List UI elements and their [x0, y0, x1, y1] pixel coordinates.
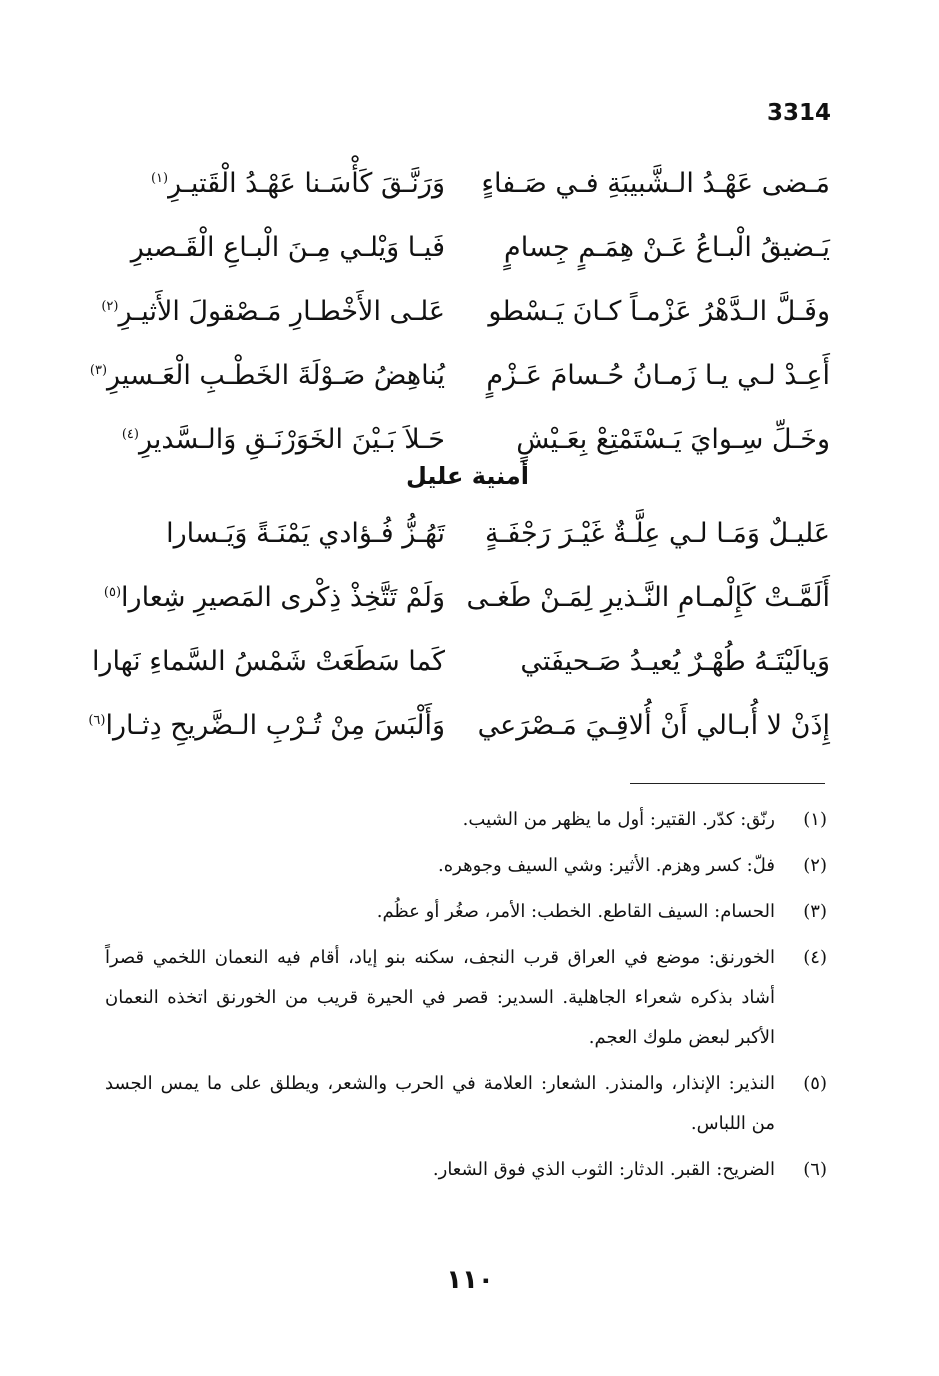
footnote-number: (٤)	[803, 947, 827, 968]
verse	[89, 344, 830, 408]
hemistich-text: حَـلاَ بَـيْنَ الخَوَرْنَـقِ وَالـسَّديرِ	[138, 424, 445, 456]
poem-heading: أمنية عليل	[406, 462, 529, 490]
verse	[105, 502, 830, 566]
verse	[105, 566, 830, 630]
footnote	[105, 1064, 827, 1144]
first-hemistich: إِذَنْ لا أُبـالي أَنْ أُلاقِـيَ مَـصْرَعي	[477, 710, 830, 742]
footnote	[105, 938, 827, 1058]
footnote-marker: (٤)	[121, 427, 139, 443]
hemistich-text: فَيـا وَيْلـي مِـنَ الْبـاعِ الْقَـصيرِ	[130, 232, 445, 264]
footnote-text: النذير: الإنذار، والمنذر. الشعار: العلامة في الحرب والشعر، ويطلق على ما يمس الجسد من اللباس.	[105, 1073, 775, 1134]
first-hemistich: وَيالَيْتَـهُ طُهْـرٌ يُعيـدُ صَـحيفَتي	[520, 646, 830, 678]
footnote-marker: (٦)	[88, 713, 106, 729]
second-hemistich	[89, 358, 445, 393]
second-hemistich	[105, 230, 445, 265]
footnote-separator	[630, 783, 825, 784]
footnote-text: فلّ: كسر وهزم. الأثير: وشي السيف وجوهره.	[438, 855, 775, 876]
first-hemistich: أَلَمَّـتْ كَإِلْمـامِ النَّـذيرِ لِمَـنْ طَغـى	[466, 582, 830, 614]
first-hemistich: عَليـلٌ وَمَـا لـي عِلَّـةٌ غَيْـرَ رَجْفَـةٍ	[484, 518, 830, 550]
second-hemistich	[105, 580, 445, 615]
footnote	[105, 800, 827, 840]
poem-2	[88, 502, 830, 758]
second-hemistich	[101, 294, 445, 329]
first-hemistich: وفَـلَّ الـدَّهْرُ عَزْمـاً كـانَ يَـسْطو	[488, 296, 830, 328]
footnote	[105, 846, 827, 886]
hemistich-text: كَما سَطَعَتْ شَمْسُ السَّماءِ نَهارا	[91, 646, 445, 678]
second-hemistich	[91, 644, 445, 679]
footnote-marker: (٥)	[103, 585, 122, 601]
footnote-number: (٥)	[803, 1073, 827, 1094]
first-hemistich: يَـضيقُ الْبـاعُ عَـنْ هِمَـمٍ جِسامٍ	[504, 232, 830, 264]
footnote-text: رنّق: كدّر. القتير: أول ما يظهر من الشيب.	[462, 809, 775, 830]
footnote-number: (٢)	[803, 855, 827, 876]
hemistich-text: وَلَمْ تَتَّخِذْ ذِكْرى المَصيرِ شِعارا	[121, 582, 445, 614]
verse	[105, 152, 830, 216]
verse	[105, 216, 830, 280]
footnote	[105, 892, 827, 932]
footnote-text: الضريح: القبر. الدثار: الثوب الذي فوق الشعار.	[432, 1159, 775, 1180]
first-hemistich: مَـضى عَهْـدُ الـشَّبيبَةِ فـي صَـفاءٍ	[481, 168, 830, 200]
second-hemistich	[105, 422, 445, 457]
page-number: ١١٠	[446, 1265, 494, 1295]
footnote-marker: (٣)	[89, 363, 108, 379]
footnote-number: (٦)	[803, 1159, 827, 1180]
hemistich-text: عَلـى الأَخْطـارِ مَـصْقولَ الأَثيـرِ	[118, 296, 445, 328]
verse	[88, 694, 830, 758]
first-hemistich: أَعِـدْ لـي يـا زَمـانُ حُـسامَ عَـزْمٍ	[486, 360, 830, 392]
footnote-marker: (١)	[150, 171, 169, 187]
first-hemistich: وخَـلِّ سِـوايَ يَـسْتَمْتِعْ بِعَـيْشٍ	[516, 424, 830, 456]
hemistich-text: يُناهِضُ صَـوْلَةَ الخَطْـبِ الْعَـسيرِ	[107, 360, 445, 392]
second-hemistich	[105, 516, 445, 551]
hemistich-text: تَهُـزُّ فُـؤادي يَمْنَـةً وَيَـسارا	[166, 518, 445, 550]
footnote-marker: (٢)	[101, 299, 119, 315]
footnote-text: الخورنق: موضع في العراق قرب النجف، سكنه بنو إياد، أقام فيه النعمان اللخمي قصراً أشاد بذكره شعراء الجاهلية. السدير: قصر في الحيرة قريب من الخورنق اتخذه النعمان الأكبر لبعض ملوك العجم.	[105, 947, 775, 1048]
verse	[91, 630, 830, 694]
footnotes	[105, 800, 827, 1196]
second-hemistich	[105, 166, 445, 201]
second-hemistich	[88, 708, 445, 743]
hemistich-text: وَأَلْبَسَ مِنْ تُـرْبِ الـضَّريحِ دِثـارا	[105, 710, 445, 742]
footnote	[105, 1150, 827, 1190]
footnote-text: الحسام: السيف القاطع. الخطب: الأمر، صغُر أو عظُم.	[376, 901, 775, 922]
footnote-number: (١)	[803, 809, 827, 830]
poem-1	[89, 152, 830, 472]
hemistich-text: وَرَنَّـقَ كَأْسَـنا عَهْـدُ الْقَتيـرِ	[168, 168, 445, 200]
page-id: 3314	[766, 100, 831, 126]
verse	[101, 280, 830, 344]
footnote-number: (٣)	[803, 901, 827, 922]
